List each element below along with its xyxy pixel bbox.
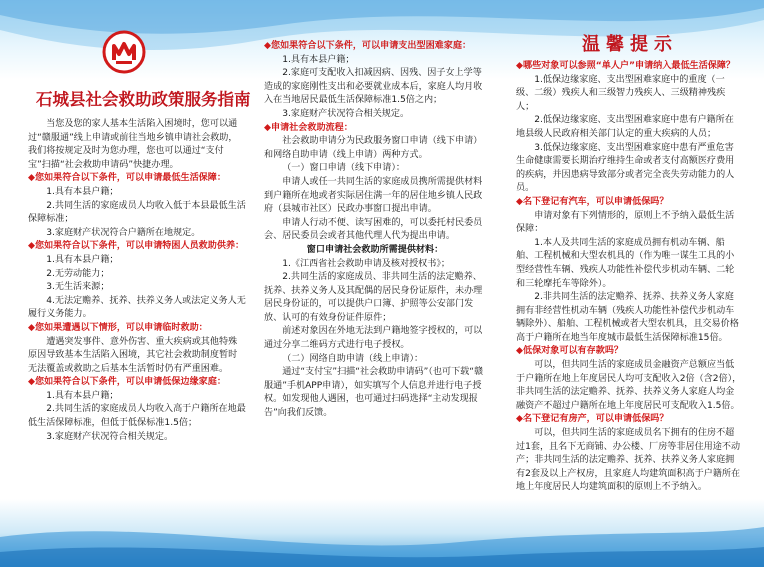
list-item: 2.共同生活的家庭成员、非共同生活的法定赡养、抚养、扶养义务人及其配偶的居民身份证原件，未办理居民身份证的，可以提供户口簿、护照等公安部门发放、认可的有效身份证件原件； xyxy=(264,272,483,323)
column-middle xyxy=(264,40,486,421)
list-item: 2.共同生活的家庭成员人均收入低于本县最低生活保障标准； xyxy=(28,200,246,225)
section-heading: ◆低保对象可以有存款吗？ xyxy=(516,346,624,357)
civil-affairs-logo xyxy=(102,30,146,74)
paragraph: 可以，但共同生活的家庭成员金融资产总额应当低于户籍所在地上年度居民人均可支配收入2倍（含2倍），非共同生活的法定赡养、抚养、扶养义务人家庭人均金融资产不超过户籍所在地上年度居民可支配收入1.5倍。 xyxy=(516,360,742,411)
paragraph: 申请对象有下列情形的，原则上不予纳入最低生活保障： xyxy=(516,210,735,235)
section-heading: ◆名下登记有汽车，可以申请低保吗？ xyxy=(516,196,669,207)
list-item: 3.低保边缘家庭、支出型困难家庭中患有严重危害生命健康需要长期治疗维持生命或者支付高额医疗费用的疾病，并因患病导致部分或者完全丧失劳动能力的人员。 xyxy=(516,142,735,194)
section-heading: ◆您如果遭遇以下情形，可以申请临时救助： xyxy=(28,322,208,333)
list-item: 2.无劳动能力； xyxy=(46,268,110,279)
paragraph: 通过“支付宝”扫描“社会救助申请码”（也可下载“赣服通”手机APP申请），如实填写个人信息并进行电子授权。如发现他人遇困，也可通过扫码选择“主动发现报告”向我们反馈。 xyxy=(264,367,484,419)
list-item: 1.具有本县户籍； xyxy=(46,390,119,401)
paragraph: 申请人行动不便、读写困难的，可以委托村民委员会、居民委员会或者其他代理人代为提出申请。 xyxy=(264,217,483,242)
list-item: 1.具有本县户籍； xyxy=(282,54,355,65)
section-heading: ◆哪些对象可以参照“单人户”申请纳入最低生活保障？ xyxy=(516,61,736,71)
paragraph: 申请人或任一共同生活的家庭成员携所需提供材料到户籍所在地或者实际居住满一年的居住地乡镇人民政府（县城市社区）民政办事窗口提出申请。 xyxy=(264,176,483,215)
intro-text: 当您及您的家人基本生活陷入困境时，您可以通过“赣服通”线上申请或前往当地乡镇申请社会救助，我们将按规定及时为您办理，您也可以通过“支付宝”扫描“社会救助申请码”快捷办理。 xyxy=(28,119,238,170)
list-item: 2.共同生活的家庭成员人均收入高于户籍所在地最低生活保障标准，但低于低保标准1.5倍； xyxy=(28,404,246,429)
list-item: 4.无法定赡养、抚养、扶养义务人或法定义务人无履行义务能力。 xyxy=(28,295,246,320)
paragraph: 可以，但共同生活的家庭成员名下拥有的住房不超过1套，且名下无商铺、办公楼、厂房等非居住用途不动产；非共同生活的法定赡养、抚养、扶养义务人家庭拥有2套及以上产权房，且家庭人均建筑面积高于户籍所在地上年度居民人均建筑面积的原则上不予纳入。 xyxy=(516,428,741,493)
page-title: 石城县社会救助政策服务指南 xyxy=(36,90,251,109)
list-item: 1.《江西省社会救助申请及核对授权书》； xyxy=(282,258,451,269)
section-heading: ◆您如果符合以下条件，可以申请支出型困难家庭： xyxy=(264,41,472,51)
sub-heading: （一）窗口申请（线下申请）： xyxy=(282,163,405,174)
section-heading: ◆您如果符合以下条件，可以申请低保边缘家庭： xyxy=(28,377,226,388)
list-item: 1.具有本县户籍； xyxy=(46,186,119,197)
list-item: 1.低保边缘家庭、支出型困难家庭中的重度（一级、二级）残疾人和三级智力残疾人、三级精神残疾人； xyxy=(516,74,726,112)
list-item: 1.具有本县户籍； xyxy=(46,254,119,265)
section-heading: ◆您如果符合以下条件，可以申请特困人员救助供养： xyxy=(28,241,245,252)
list-item: 2.非共同生活的法定赡养、抚养、扶养义务人家庭拥有非经营性机动车辆（残疾人功能性补偿代步机动车辆除外）、船舶、工程机械或者大型农机具，且交易价格高于户籍所在地当年度城市最低生活保障标准15倍。 xyxy=(516,292,739,343)
list-item: 2.家庭可支配收入扣减因病、因残、因子女上学等造成的家庭刚性支出和必要就业成本后，家庭人均月收入在当地居民最低生活保障标准1.5倍之内； xyxy=(264,68,483,106)
sub-heading: 窗口申请社会救助所需提供材料： xyxy=(306,244,444,255)
list-item: 3.家庭财产状况符合相关规定。 xyxy=(46,431,174,442)
column-right xyxy=(516,60,742,495)
list-item: 前述对象因在外地无法到户籍地签字授权的，可以通过分享二维码方式进行电子授权。 xyxy=(264,326,483,351)
list-item: 3.无生活来源； xyxy=(46,282,110,293)
paragraph: 遭遇突发事件、意外伤害、重大疾病或其他特殊原因导致基本生活陷入困境，其它社会救助制度暂时无法覆盖或救助之后基本生活暂时仍有严重困难。 xyxy=(28,336,238,374)
section-heading: ◆申请社会救助流程： xyxy=(264,122,353,133)
paragraph: 社会救助申请分为民政服务窗口申请（线下申请）和网络自助申请（线上申请）两种方式。 xyxy=(264,136,483,160)
list-item: 3.家庭财产状况符合相关规定。 xyxy=(282,108,410,119)
bottom-wave-decoration xyxy=(0,507,764,567)
list-item: 2.低保边缘家庭、支出型困难家庭中患有户籍所在地县级人民政府相关部门认定的重大疾病的人员； xyxy=(516,115,734,139)
list-item: 3.家庭财产状况符合户籍所在地规定。 xyxy=(46,227,201,238)
section-heading: ◆名下登记有房产，可以申请低保吗？ xyxy=(516,414,669,425)
section-heading: ◆您如果符合以下条件，可以申请最低生活保障： xyxy=(28,173,226,184)
column-left xyxy=(28,118,246,444)
list-item: 1.本人及共同生活的家庭成员拥有机动车辆、船舶、工程机械和大型农机具的（作为唯一谋生工具的小型经营性车辆、残疾人功能性补偿代步机动车辆、二轮和三轮摩托车等除外）。 xyxy=(516,237,735,289)
tips-title: 温馨提示 xyxy=(582,34,678,55)
sub-heading: （二）网络自助申请（线上申请）： xyxy=(282,353,424,364)
